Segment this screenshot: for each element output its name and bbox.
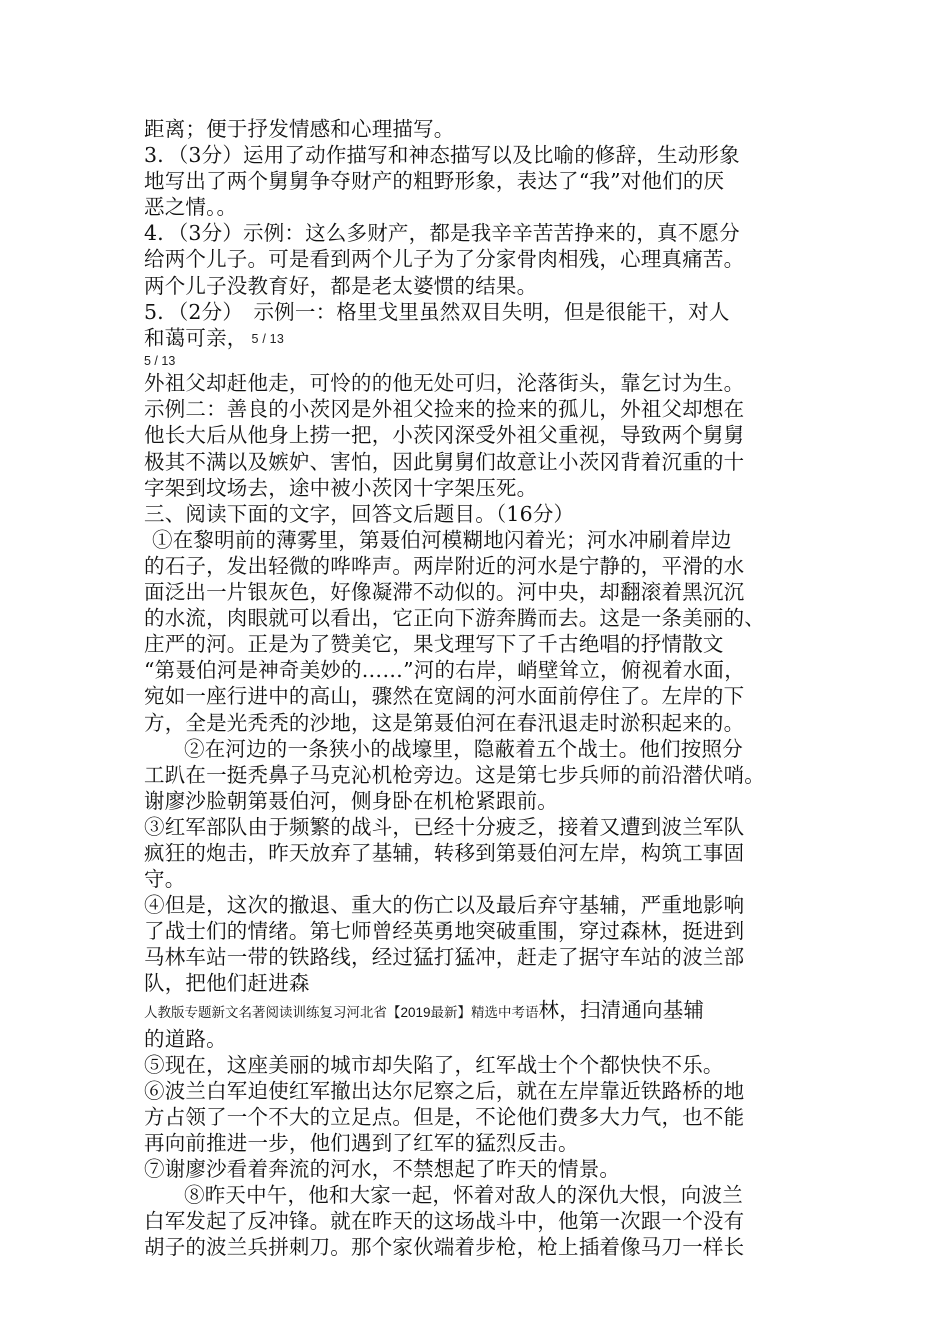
paragraph-4-line-6: 的道路。 (144, 1026, 227, 1051)
paragraph-1-line-8: 方，全是光秃秃的沙地，这是第聂伯河在春汛退走时淤积起来的。 (144, 710, 745, 735)
answer-5-line-2 (144, 325, 804, 353)
paragraph-1-line-1: ①在黎明前的薄雾里，第聂伯河模糊地闪着光；河水冲刷着岸边 (152, 527, 732, 552)
document-footer-title: 人教版专题新文名著阅读训练复习河北省【2019最新】精选中考语 (144, 1004, 539, 1020)
document-page (144, 116, 804, 1260)
answer-3-line-3: 恶之情。。 (144, 195, 238, 220)
answer-3-line-1: 3．（3分）运用了动作描写和神态描写以及比喻的修辞，生动形象 (144, 143, 740, 168)
paragraph-1-line-4: 的水流，肉眼就可以看出，它正向下游奔腾而去。这是一条美丽的、 (144, 606, 765, 631)
paragraph-6-line-2: 方占领了一个不大的立足点。但是，不论他们费多大力气，也不能 (144, 1104, 745, 1129)
inline-page-number: 5 / 13 (251, 332, 284, 347)
paragraph-8-line-1: ⑧昨天中午，他和大家一起，怀着对敌人的深仇大恨，向波兰 (184, 1183, 743, 1208)
example-2-line-3: 极其不满以及嫉妒、害怕，因此舅舅们故意让小茨冈背着沉重的十 (144, 449, 745, 474)
paragraph-3-line-1: ③红军部队由于频繁的战斗，已经十分疲乏，接着又遭到波兰军队 (144, 814, 745, 839)
paragraph-7: ⑦谢廖沙看着奔流的河水，不禁想起了昨天的情景。 (144, 1157, 621, 1182)
paragraph-4-line-3: 马林车站一带的铁路线，经过猛打猛冲，赶走了据守车站的波兰部 (144, 945, 745, 970)
paragraph-4-line-2: 了战士们的情绪。第七师曾经英勇地突破重围，穿过森林，挺进到 (144, 919, 745, 944)
answer-4-line-2: 给两个儿子。可是看到两个儿子为了分家骨肉相残，心理真痛苦。 (144, 247, 745, 272)
answer-4-line-1: 4．（3分）示例：这么多财产，都是我辛辛苦苦挣来的，真不愿分 (144, 221, 740, 246)
answer-5-text: 和蔼可亲， (144, 325, 248, 350)
section-3-heading: 三、阅读下面的文字，回答文后题目。（16分） (144, 501, 575, 526)
paragraph-8-line-2: 白军发起了反冲锋。就在昨天的这场战斗中，他第一次跟一个没有 (144, 1209, 745, 1234)
paragraph-6-line-3: 再向前推进一步，他们遇到了红军的猛烈反击。 (144, 1131, 579, 1156)
paragraph-1-line-3: 面泛出一片银灰色，好像凝滞不动似的。河中央，却翻滚着黑沉沉 (144, 580, 745, 605)
paragraph-2-line-2: 工趴在一挺秃鼻子马克沁机枪旁边。这是第七步兵师的前沿潜伏哨。 (144, 762, 765, 787)
example-2-line-4: 字架到坟场去，途中被小茨冈十字架压死。 (144, 475, 538, 500)
paragraph-3-line-2: 疯狂的炮击，昨天放弃了基辅，转移到第聂伯河左岸，构筑工事固 (144, 840, 745, 865)
paragraph-4-line-4: 队，把他们赶进森 (144, 971, 310, 996)
answer-3-line-2: 地写出了两个舅舅争夺财产的粗野形象，表达了“我”对他们的厌 (144, 169, 725, 194)
paragraph-2-line-1: ②在河边的一条狭小的战壕里，隐蔽着五个战士。他们按照分 (184, 736, 743, 761)
paragraph-2-line-3: 谢廖沙脸朝第聂伯河，侧身卧在机枪紧跟前。 (144, 788, 558, 813)
paragraph-4-line-5 (144, 997, 804, 1026)
answer-5-line-1: 5．（2分） 示例一：格里戈里虽然双目失明，但是很能干，对人 (144, 299, 730, 324)
paragraph-1-line-6: “第聂伯河是神奇美妙的……”河的右岸，峭壁耸立，俯视着水面， (144, 658, 745, 683)
paragraph-1-line-2: 的石子，发出轻微的哗哗声。两岸附近的河水是宁静的，平滑的水 (144, 553, 745, 578)
example-2-line-2: 他长大后从他身上捞一把，小茨冈深受外祖父重视，导致两个舅舅 (144, 423, 745, 448)
paragraph-6-line-1: ⑥波兰白军迫使红军撤出达尔尼察之后，就在左岸靠近铁路桥的地 (144, 1078, 745, 1103)
answer-4-line-3: 两个儿子没教育好，都是老太婆惯的结果。 (144, 273, 538, 298)
page-number: 5 / 13 (144, 354, 176, 369)
example-1-tail: 外祖父却赶他走，可怜的的他无处可归，沦落街头，靠乞讨为生。 (144, 371, 745, 396)
paragraph-1-line-5: 庄严的河。正是为了赞美它，果戈理写下了千古绝唱的抒情散文 (144, 632, 724, 657)
paragraph-1-line-7: 宛如一座行进中的高山，骤然在宽阔的河水面前停住了。左岸的下 (144, 684, 745, 709)
answer-2-tail: 距离；便于抒发情感和心理描写。 (144, 117, 455, 141)
paragraph-5: ⑤现在，这座美丽的城市却失陷了，红军战士个个都快快不乐。 (144, 1052, 724, 1077)
paragraph-3-line-3: 守。 (144, 867, 186, 892)
paragraph-4-text: 林，扫清通向基辅 (538, 997, 705, 1022)
example-2-line-1: 示例二：善良的小茨冈是外祖父捡来的捡来的孤儿，外祖父却想在 (144, 397, 745, 422)
paragraph-4-line-1: ④但是，这次的撤退、重大的伤亡以及最后弃守基辅，严重地影响 (144, 893, 745, 918)
paragraph-8-line-3: 胡子的波兰兵拼刺刀。那个家伙端着步枪，枪上插着像马刀一样长 (144, 1235, 745, 1260)
